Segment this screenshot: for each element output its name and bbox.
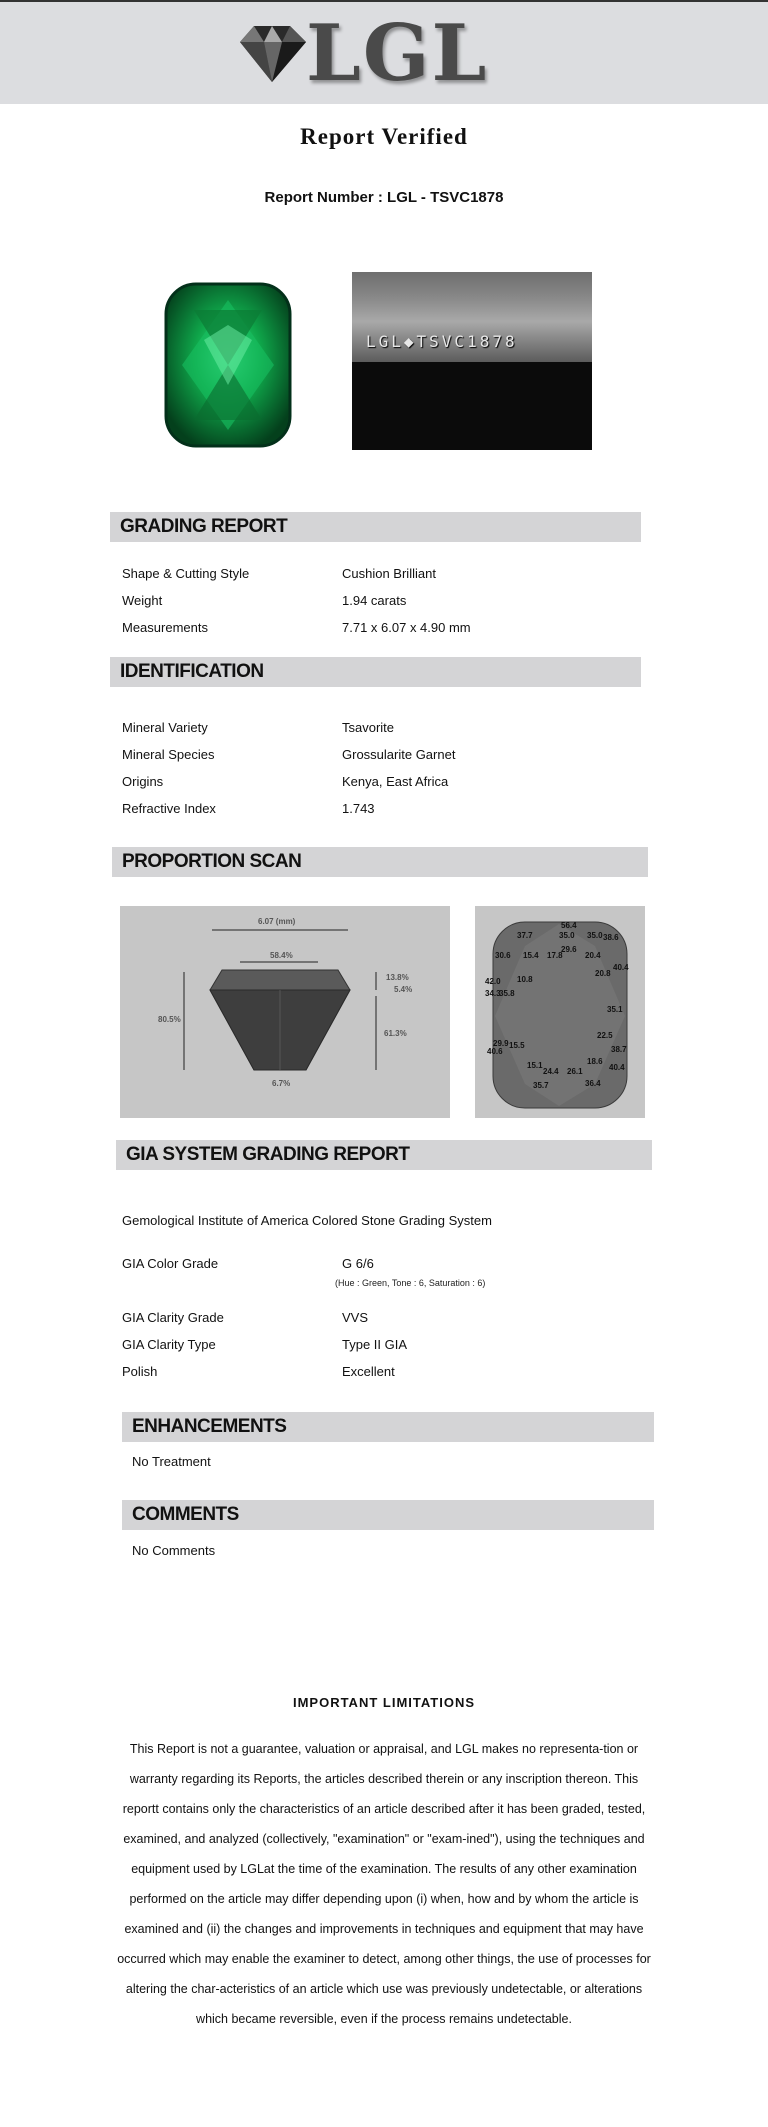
top-value: 26.1 — [567, 1067, 583, 1076]
row-label: Mineral Variety — [122, 720, 208, 735]
top-value: 42.0 — [485, 977, 501, 986]
width-label: 6.07 (mm) — [258, 917, 296, 926]
row-origins — [122, 768, 622, 795]
enhancements-value: No Treatment — [132, 1454, 211, 1469]
crown-label: 13.8% — [386, 973, 409, 982]
top-value: 38.7 — [611, 1045, 627, 1054]
section-heading: COMMENTS — [122, 1500, 654, 1530]
row-value: Tsavorite — [342, 720, 395, 735]
row-label: GIA Clarity Grade — [122, 1310, 224, 1325]
row-value: Cushion Brilliant — [342, 566, 436, 581]
proportion-scan-heading: PROPORTION SCAN — [112, 847, 648, 877]
comments-section — [114, 1500, 664, 1586]
row-mineral-species — [122, 741, 622, 768]
row-label: Weight — [122, 593, 163, 608]
gia-subtitle: Gemological Institute of America Colored Stone Grading System — [122, 1213, 492, 1228]
row-refractive-index — [122, 795, 622, 822]
row-label: GIA Color Grade — [122, 1256, 219, 1271]
depth-label: 80.5% — [158, 1015, 181, 1024]
section-heading: GRADING REPORT — [110, 512, 641, 542]
grading-report-section — [110, 512, 641, 650]
row-gia-color — [122, 1250, 642, 1277]
top-value: 15.5 — [509, 1041, 525, 1050]
row-label: Shape & Cutting Style — [122, 566, 250, 581]
inscription-text: LGL◆TSVC1878 — [366, 332, 518, 351]
row-mineral-variety — [122, 714, 622, 741]
comments-value: No Comments — [132, 1543, 216, 1558]
top-value: 10.8 — [517, 975, 533, 984]
top-value: 17.8 — [547, 951, 563, 960]
logo-text: LGL — [306, 8, 489, 99]
row-weight — [122, 587, 622, 614]
row-label: GIA Clarity Type — [122, 1337, 216, 1352]
section-heading: ENHANCEMENTS — [122, 1412, 654, 1442]
top-view-diagram — [475, 906, 645, 1118]
section-heading: GIA SYSTEM GRADING REPORT — [116, 1140, 652, 1170]
top-value: 56.4 — [561, 921, 577, 930]
pavilion-label: 61.3% — [384, 1029, 407, 1038]
row-label: Origins — [122, 774, 164, 789]
top-value: 29.6 — [561, 945, 577, 954]
row-label: Polish — [122, 1364, 158, 1379]
limitations-heading: IMPORTANT LIMITATIONS — [292, 1695, 476, 1710]
top-value: 40.4 — [613, 963, 629, 972]
row-shape — [122, 560, 622, 587]
identification-section — [110, 657, 641, 825]
girdle-label: 5.4% — [394, 985, 413, 994]
row-measurements — [122, 614, 622, 641]
top-value: 37.7 — [517, 931, 533, 940]
diamond-icon — [232, 20, 312, 90]
profile-diagram — [120, 906, 450, 1118]
top-value: 24.4 — [543, 1067, 559, 1076]
row-clarity-type — [122, 1331, 642, 1358]
color-grade-note: (Hue : Green, Tone : 6, Saturation : 6) — [335, 1278, 486, 1288]
row-polish — [122, 1358, 642, 1385]
top-value: 36.4 — [585, 1079, 601, 1088]
row-value: 1.743 — [342, 801, 375, 816]
top-value: 15.1 — [527, 1061, 543, 1070]
top-value: 15.4 — [523, 951, 539, 960]
top-value: 35.7 — [533, 1081, 549, 1090]
row-value: G 6/6 — [342, 1256, 374, 1271]
row-value: Grossularite Garnet — [342, 747, 456, 762]
report-number: Report Number : LGL - TSVC1878 — [264, 189, 504, 206]
lgl-logo — [232, 8, 492, 99]
row-value: 1.94 carats — [342, 593, 407, 608]
page-title: Report Verified — [300, 124, 468, 149]
row-value: Excellent — [342, 1364, 395, 1379]
top-value: 30.6 — [495, 951, 511, 960]
gia-section — [110, 1140, 662, 1379]
top-value: 40.6 — [487, 1047, 503, 1056]
row-value: Type II GIA — [342, 1337, 408, 1352]
row-value: 7.71 x 6.07 x 4.90 mm — [342, 620, 471, 635]
top-value: 35.0 — [587, 931, 603, 940]
row-label: Measurements — [122, 620, 208, 635]
top-value: 35.1 — [607, 1005, 623, 1014]
enhancements-section — [114, 1412, 664, 1486]
top-value: 22.5 — [597, 1031, 613, 1040]
top-value: 29.9 — [493, 1039, 509, 1048]
table-label: 58.4% — [270, 951, 293, 960]
top-value: 18.6 — [587, 1057, 603, 1066]
top-value: 20.8 — [595, 969, 611, 978]
top-value: 34.3 — [485, 989, 501, 998]
row-value: VVS — [342, 1310, 369, 1325]
row-label: Mineral Species — [122, 747, 215, 762]
top-value: 20.4 — [585, 951, 601, 960]
row-value: Kenya, East Africa — [342, 774, 449, 789]
top-value: 35.0 — [559, 931, 575, 940]
row-clarity-grade — [122, 1304, 642, 1331]
inscription-photo — [352, 272, 592, 450]
gem-photo — [134, 270, 324, 460]
culet-label: 6.7% — [272, 1079, 291, 1088]
top-value: 38.6 — [603, 933, 619, 942]
top-value: 40.4 — [609, 1063, 625, 1072]
limitations-body: This Report is not a guarantee, valuation or appraisal, and LGL makes no representa-tion or warranty regarding its Reports, the articles described therein or any inscription thereon. This reportt contains only the characteristics of an article described after it has been graded, tested, examined, and analyzed (collectively, "examination" or "exam-ined"), using the techniques and equipment used by LGLat the time of the examination. The results of any other examination performed on the article may differ depending upon (i) when, how and by whom the article is examined and (ii) the changes and improvements in techniques and equipment that may have occurred which may enable the examiner to detect, among other things, the use of processes for altering the char-acteristics of an article which use was previously undetectable, or alterations which became reversible, even if the process remains undetectable. — [117, 1742, 651, 2026]
top-value: 35.8 — [499, 989, 515, 998]
row-label: Refractive Index — [122, 801, 216, 816]
section-heading: IDENTIFICATION — [110, 657, 641, 687]
